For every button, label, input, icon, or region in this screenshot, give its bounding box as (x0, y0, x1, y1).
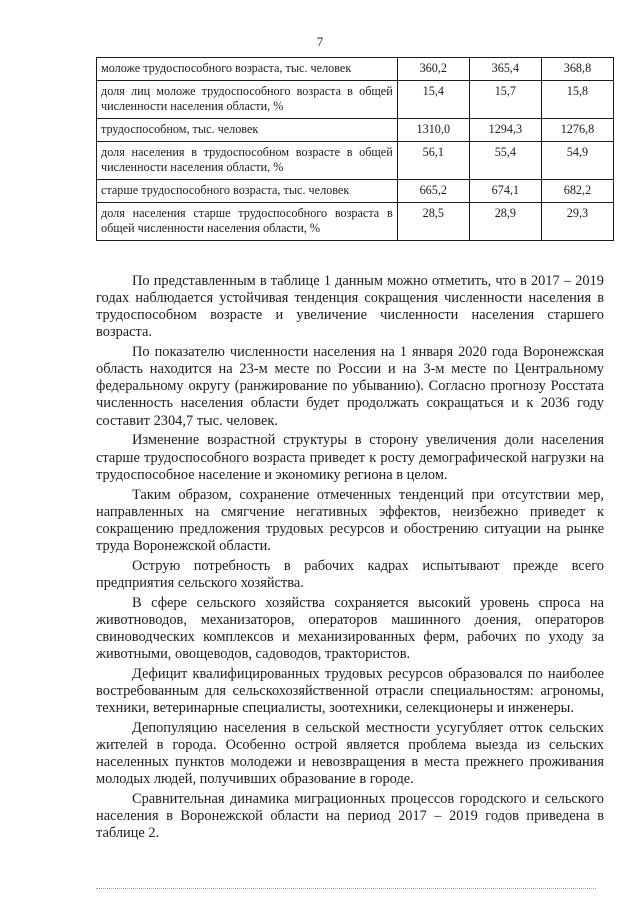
value-2018: 1294,3 (469, 119, 541, 142)
value-2017: 665,2 (397, 180, 469, 203)
paragraph: Депопуляцию населения в сельской местности усугубляет отток сельских жителей в города. Особенно острой является проблема выезда из сельских населенных пунктов молодежи и невозвращения в места прежнего проживания молодых людей, получивших образование в городе. (96, 719, 604, 788)
table-row (97, 119, 614, 142)
value-2019: 29,3 (541, 203, 613, 241)
row-label: моложе трудоспособного возраста, тыс. человек (97, 58, 398, 81)
value-2019: 15,8 (541, 81, 613, 119)
table-row (97, 180, 614, 203)
paragraph: Дефицит квалифицированных трудовых ресурсов образовался по наиболее востребованным для сельскохозяйственной отрасли специальностям: агрономы, техники, ветеринарные специалисты, зоотехники, селекционеры и инженеры. (96, 665, 604, 717)
paragraph: Острую потребность в рабочих кадрах испытывают прежде всего предприятия сельского хозяйства. (96, 557, 604, 591)
page-number: 7 (316, 34, 324, 49)
row-label: доля лиц моложе трудоспособного возраста в общей численности населения области, % (97, 81, 398, 119)
value-2019: 368,8 (541, 58, 613, 81)
value-2017: 56,1 (397, 142, 469, 180)
table-row (97, 142, 614, 180)
value-2017: 15,4 (397, 81, 469, 119)
row-label: доля населения в трудоспособном возрасте в общей численности населения области, % (97, 142, 398, 180)
value-2017: 1310,0 (397, 119, 469, 142)
value-2017: 360,2 (397, 58, 469, 81)
value-2018: 15,7 (469, 81, 541, 119)
paragraph: По показателю численности населения на 1 января 2020 года Воронежская область находится на 23-м месте по России и на 3-м месте по Центральному федеральному округу (ранжирование по убыванию). Согласно прогнозу Росстата численность населения области будет продолжать сокращаться и к 2036 году составит 2304,7 тыс. человек. (96, 344, 604, 429)
population-table (96, 57, 614, 241)
paragraph: Сравнительная динамика миграционных процессов городского и сельского населения в Воронежской области на период 2017 – 2019 годов приведена в таблице 2. (96, 791, 604, 842)
row-label: трудоспособном, тыс. человек (97, 119, 398, 142)
paragraph: По представленным в таблице 1 данным можно отметить, что в 2017 – 2019 годах наблюдается устойчивая тенденция сокращения численности населения в трудоспособном возрасте и увеличение численности населения старшего возраста. (96, 273, 604, 341)
paragraph: В сфере сельского хозяйства сохраняется высокий уровень спроса на животноводов, механизаторов, операторов машинного доения, операторов свиноводческих комплексов и механизированных ферм, рабочих по уходу за животными, овощеводов, садоводов, трактористов. (96, 594, 604, 662)
value-2018: 674,1 (469, 180, 541, 203)
table-row (97, 81, 614, 119)
value-2017: 28,5 (397, 203, 469, 241)
table-row (97, 58, 614, 81)
value-2018: 365,4 (469, 58, 541, 81)
row-label: старше трудоспособного возраста, тыс. человек (97, 180, 398, 203)
body-text (96, 273, 604, 845)
value-2018: 28,9 (469, 203, 541, 241)
table-row (97, 203, 614, 241)
row-label: доля населения старше трудоспособного возраста в общей численности населения области, % (97, 203, 398, 241)
value-2019: 54,9 (541, 142, 613, 180)
paragraph: Изменение возрастной структуры в сторону увеличения доли населения старше трудоспособного возраста приведет к росту демографической нагрузки на трудоспособное население и экономику региона в целом. (96, 432, 604, 483)
value-2019: 682,2 (541, 180, 613, 203)
paragraph: Таким образом, сохранение отмеченных тенденций при отсутствии мер, направленных на смягчение негативных эффектов, неизбежно приведет к сокращению предложения трудовых ресурсов и обострению ситуации на рынке труда Воронежской области. (96, 486, 604, 554)
value-2018: 55,4 (469, 142, 541, 180)
page-bottom-divider (96, 888, 596, 889)
value-2019: 1276,8 (541, 119, 613, 142)
